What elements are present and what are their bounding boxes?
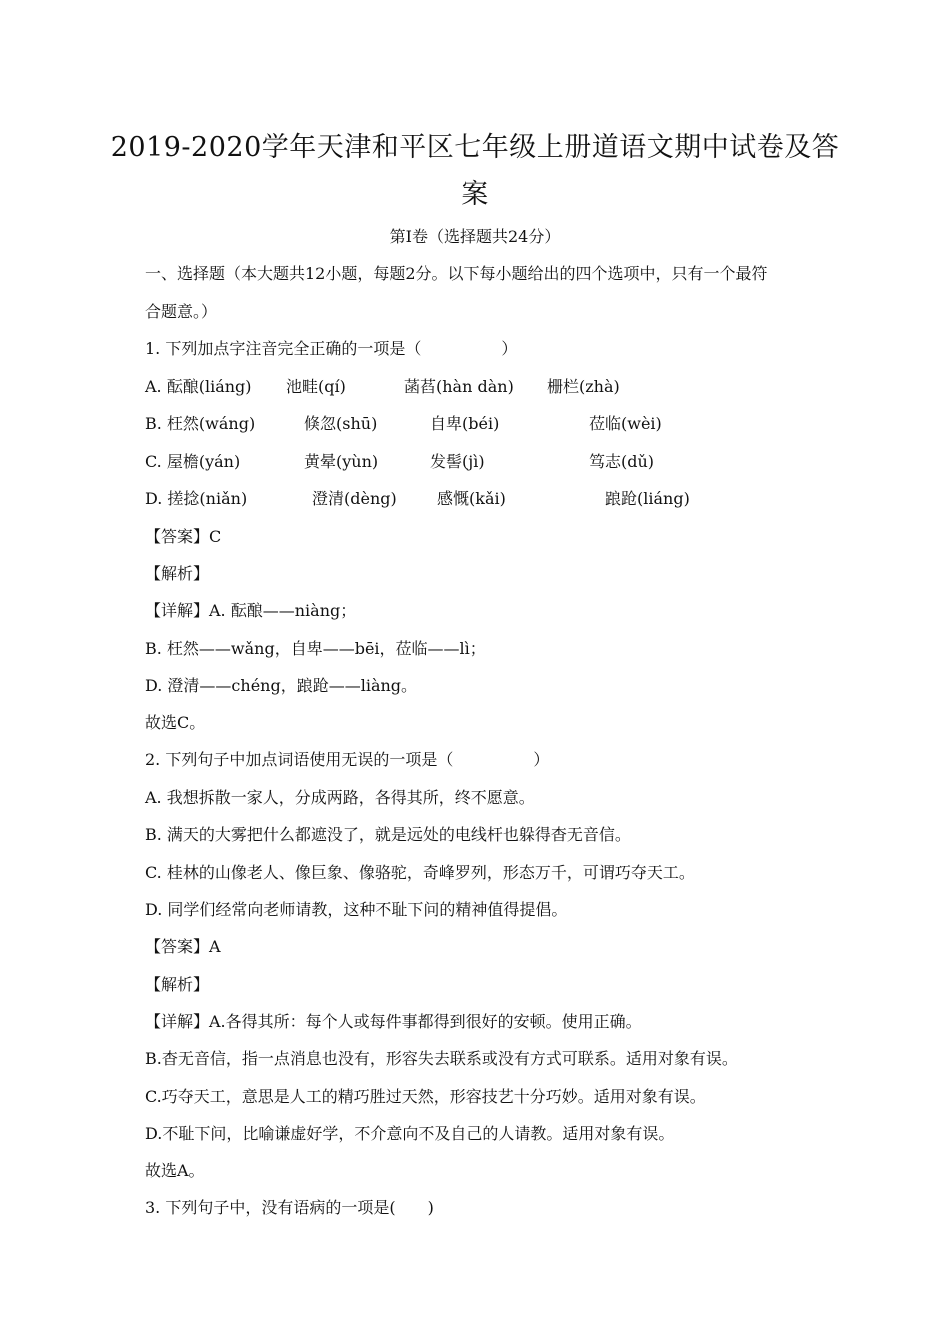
question-1-stem: 1. 下列加点字注音完全正确的一项是（ ） <box>145 339 518 358</box>
option-item: 澄清(dèng) <box>312 489 397 508</box>
option-item: 感慨(kǎi) <box>437 489 506 508</box>
question-1-detail: B. 枉然——wǎng，自卑——bēi，莅临——lì； <box>145 639 486 658</box>
option-item: C. 屋檐(yán) <box>145 452 241 471</box>
option-item: 自卑(béi) <box>430 414 500 433</box>
option-item: 踉跄(liáng) <box>605 489 690 508</box>
option-item: A. 酝酿(liáng) <box>145 377 252 396</box>
question-2-option-d: D. 同学们经常向老师请教，这种不耻下问的精神值得提倡。 <box>145 900 568 919</box>
option-item: B. 枉然(wáng) <box>145 414 256 433</box>
question-2-detail: C.巧夺天工，意思是人工的精巧胜过天然，形容技艺十分巧妙。适用对象有误。 <box>145 1087 706 1106</box>
question-2-detail: D.不耻下问，比喻谦虚好学，不介意向不及自己的人请教。适用对象有误。 <box>145 1124 675 1143</box>
option-item: 莅临(wèi) <box>589 414 662 433</box>
question-1-detail: D. 澄清——chéng，踉跄——liàng。 <box>145 676 418 695</box>
option-item: 池畦(qí) <box>286 377 346 396</box>
question-2-detail: 【详解】A.各得其所：每个人或每件事都得到很好的安顿。使用正确。 <box>145 1012 642 1031</box>
section-intro-line-2: 合题意。） <box>145 302 218 321</box>
question-2-option-a: A. 我想拆散一家人，分成两路，各得其所，终不愿意。 <box>145 788 535 807</box>
doc-title-line-2: 案 <box>461 179 489 210</box>
question-1-answer: 【答案】C <box>145 527 222 546</box>
doc-title-line-1: 2019-2020学年天津和平区七年级上册道语文期中试卷及答 <box>110 132 840 163</box>
section-intro-line-1: 一、选择题（本大题共12小题，每题2分。以下每小题给出的四个选项中，只有一个最符 <box>145 264 768 283</box>
option-item: 倏忽(shū) <box>304 414 378 433</box>
question-2-option-b: B. 满天的大雾把什么都遮没了，就是远处的电线杆也躲得杳无音信。 <box>145 825 631 844</box>
question-1-analysis-label: 【解析】 <box>145 564 210 583</box>
question-1-detail: 【详解】A. 酝酿——niàng； <box>145 601 357 620</box>
section-subtitle: 第Ⅰ卷（选择题共24分） <box>389 227 561 246</box>
question-2-detail: B.杳无音信，指一点消息也没有，形容失去联系或没有方式可联系。适用对象有误。 <box>145 1049 738 1068</box>
question-2-stem: 2. 下列句子中加点词语使用无误的一项是（ ） <box>145 750 550 769</box>
option-item: D. 搓捻(niǎn) <box>145 489 248 508</box>
option-item: 菡萏(hàn dàn) <box>404 377 514 396</box>
option-item: 发髻(jì) <box>430 452 485 471</box>
question-2-answer: 【答案】A <box>145 937 221 956</box>
option-item: 栅栏(zhà) <box>547 377 620 396</box>
option-item: 笃志(dǔ) <box>589 452 655 471</box>
question-3-stem: 3. 下列句子中，没有语病的一项是( ) <box>145 1198 434 1217</box>
option-item: 黄晕(yùn) <box>304 452 379 471</box>
question-1-conclusion: 故选C。 <box>145 713 206 732</box>
question-2-option-c: C. 桂林的山像老人、像巨象、像骆驼，奇峰罗列，形态万千，可谓巧夺天工。 <box>145 863 695 882</box>
question-2-analysis-label: 【解析】 <box>145 975 210 994</box>
question-2-conclusion: 故选A。 <box>145 1161 205 1180</box>
